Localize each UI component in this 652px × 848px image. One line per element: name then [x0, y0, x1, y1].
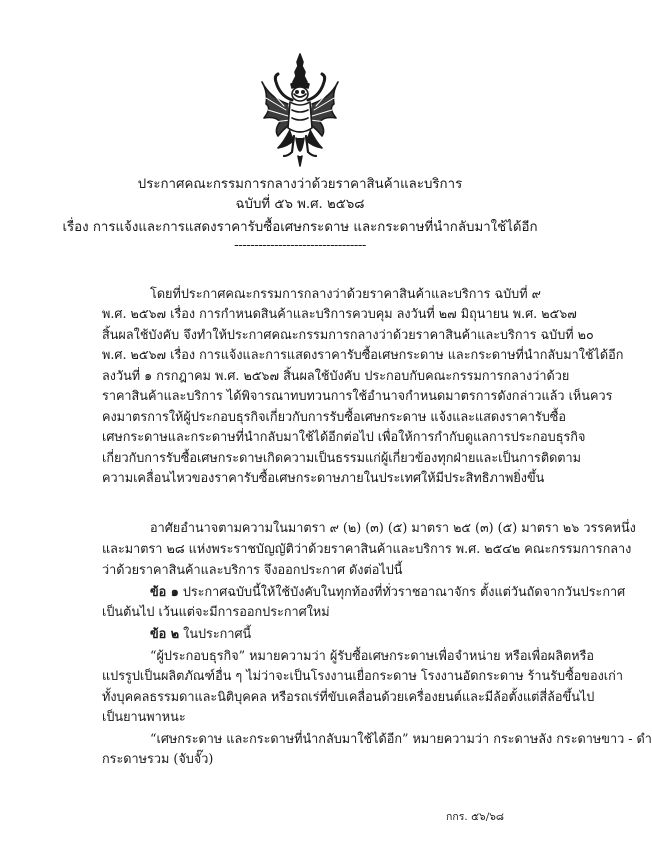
- authority-first-line: [150, 518, 636, 539]
- preamble-line: เศษกระดาษและกระดาษที่นำกลับมาใช้ได้อีกต่อไป เพื่อให้การกำกับดูแลการประกอบธุรกิจ: [102, 429, 586, 444]
- authority-line: และมาตรา ๒๘ แห่งพระราชบัญญัติว่าด้วยราคาสินค้าและบริการ พ.ศ. ๒๕๔๒ คณะกรรมการกลาง: [102, 541, 632, 556]
- clause-1-head: ข้อ ๑: [150, 584, 179, 599]
- clause-2-text: ในประกาศนี้: [183, 626, 252, 641]
- preamble-line: พ.ศ. ๒๕๖๗ เรื่อง การกำหนดสินค้าและบริการควบคุม ลงวันที่ ๒๗ มิถุนายน พ.ศ. ๒๕๖๗: [102, 306, 577, 321]
- authority-line: อาศัยอำนาจตามความในมาตรา ๙ (๒) (๓) (๕) มาตรา ๒๕ (๓) (๕) มาตรา ๒๖ วรรคหนึ่ง: [150, 520, 636, 535]
- definition-line: ทั้งบุคคลธรรมดาและนิติบุคคล หรือรถเร่ที่ขับเคลื่อนด้วยเครื่องยนต์และมีล้อตั้งแต่สี่ล้อขึ้นไป: [102, 688, 595, 704]
- garuda-emblem-icon: [258, 52, 342, 168]
- preamble-line: ความเคลื่อนไหวของราคารับซื้อเศษกระดาษภายในประเทศให้มีประสิทธิภาพยิ่งขึ้น: [102, 470, 545, 485]
- clause-1: [150, 582, 626, 603]
- clause-1-line: เป็นต้นไป เว้นแต่จะมีการออกประกาศใหม่: [102, 604, 330, 619]
- definition-line: เป็นยานพาหนะ: [102, 709, 186, 724]
- preamble-line: สิ้นผลใช้บังคับ จึงทำให้ประกาศคณะกรรมการกลางว่าด้วยราคาสินค้าและบริการ ฉบับที่ ๒๐: [102, 326, 594, 342]
- clause-2-head: ข้อ ๒: [150, 626, 180, 641]
- definition-line: แปรรูปเป็นผลิตภัณฑ์อื่น ๆ ไม่ว่าจะเป็นโรงงานเยื่อกระดาษ โรงงานอัดกระดาษ ร้านรับซื้อของเก่า: [102, 668, 623, 683]
- preamble-line: คงมาตรการให้ผู้ประกอบธุรกิจเกี่ยวกับการรับซื้อเศษกระดาษ แจ้งและแสดงราคารับซื้อ: [102, 408, 566, 424]
- document-code: กกร. ๕๖/๖๘: [446, 811, 504, 823]
- preamble-first-line: [150, 284, 541, 305]
- definition-1: [102, 666, 623, 728]
- clause-2: [150, 624, 496, 645]
- definition-line: “ผู้ประกอบธุรกิจ” หมายความว่า ผู้รับซื้อเศษกระดาษเพื่อจำหน่าย หรือเพื่อผลิตหรือ: [150, 648, 595, 663]
- clause-1-line: [150, 582, 626, 603]
- announcement-issue: ฉบับที่ ๕๖ พ.ศ. ๒๕๖๘: [235, 197, 365, 212]
- definition-2-first: [150, 729, 652, 750]
- definition-2: [102, 749, 496, 770]
- authority-line: ว่าด้วยราคาสินค้าและบริการ จึงออกประกาศ ดังต่อไปนี้: [102, 561, 403, 577]
- announcement-subject: เรื่อง การแจ้งและการแสดงราคารับซื้อเศษกระดาษ และกระดาษที่นำกลับมาใช้ได้อีก: [62, 220, 538, 235]
- clause-1-text: ประกาศฉบับนี้ให้ใช้บังคับในทุกท้องที่ทั่วราชอาณาจักร ตั้งแต่วันถัดจากวันประกาศ: [182, 584, 626, 599]
- preamble-line: ลงวันที่ ๑ กรกฎาคม พ.ศ. ๒๕๖๗ สิ้นผลใช้บังคับ ประกอบกับคณะกรรมการกลางว่าด้วย: [102, 367, 570, 383]
- preamble-line: เกี่ยวกับการรับซื้อเศษกระดาษเกิดความเป็นธรรมแก่ผู้เกี่ยวข้องทุกฝ่ายและเป็นการติดตาม: [102, 449, 582, 465]
- definition-1-first: [150, 646, 595, 667]
- definition-line: กระดาษรวม (จับจั๊ว): [102, 751, 214, 766]
- announcement-title: ประกาศคณะกรรมการกลางว่าด้วยราคาสินค้าและบริการ: [137, 177, 463, 192]
- divider: ---------------------------------: [234, 238, 366, 253]
- preamble-line: พ.ศ. ๒๕๖๗ เรื่อง การแจ้งและการแสดงราคารับซื้อเศษกระดาษ และกระดาษที่นำกลับมาใช้ได้อีก: [102, 347, 624, 362]
- definition-line: “เศษกระดาษ และกระดาษที่นำกลับมาใช้ได้อีก” หมายความว่า กระดาษลัง กระดาษขาว - ดำ: [150, 731, 652, 746]
- clause-1-continued: [102, 602, 496, 623]
- clause-2-line: [150, 624, 496, 645]
- preamble-line: ราคาสินค้าและบริการ ได้พิจารณาทบทวนการใช้อำนาจกำหนดมาตรการดังกล่าวแล้ว เห็นควร: [102, 388, 613, 403]
- preamble-line: โดยที่ประกาศคณะกรรมการกลางว่าด้วยราคาสินค้าและบริการ ฉบับที่ ๙: [150, 286, 541, 301]
- authority-paragraph: [102, 539, 632, 580]
- preamble-paragraph: [102, 304, 624, 489]
